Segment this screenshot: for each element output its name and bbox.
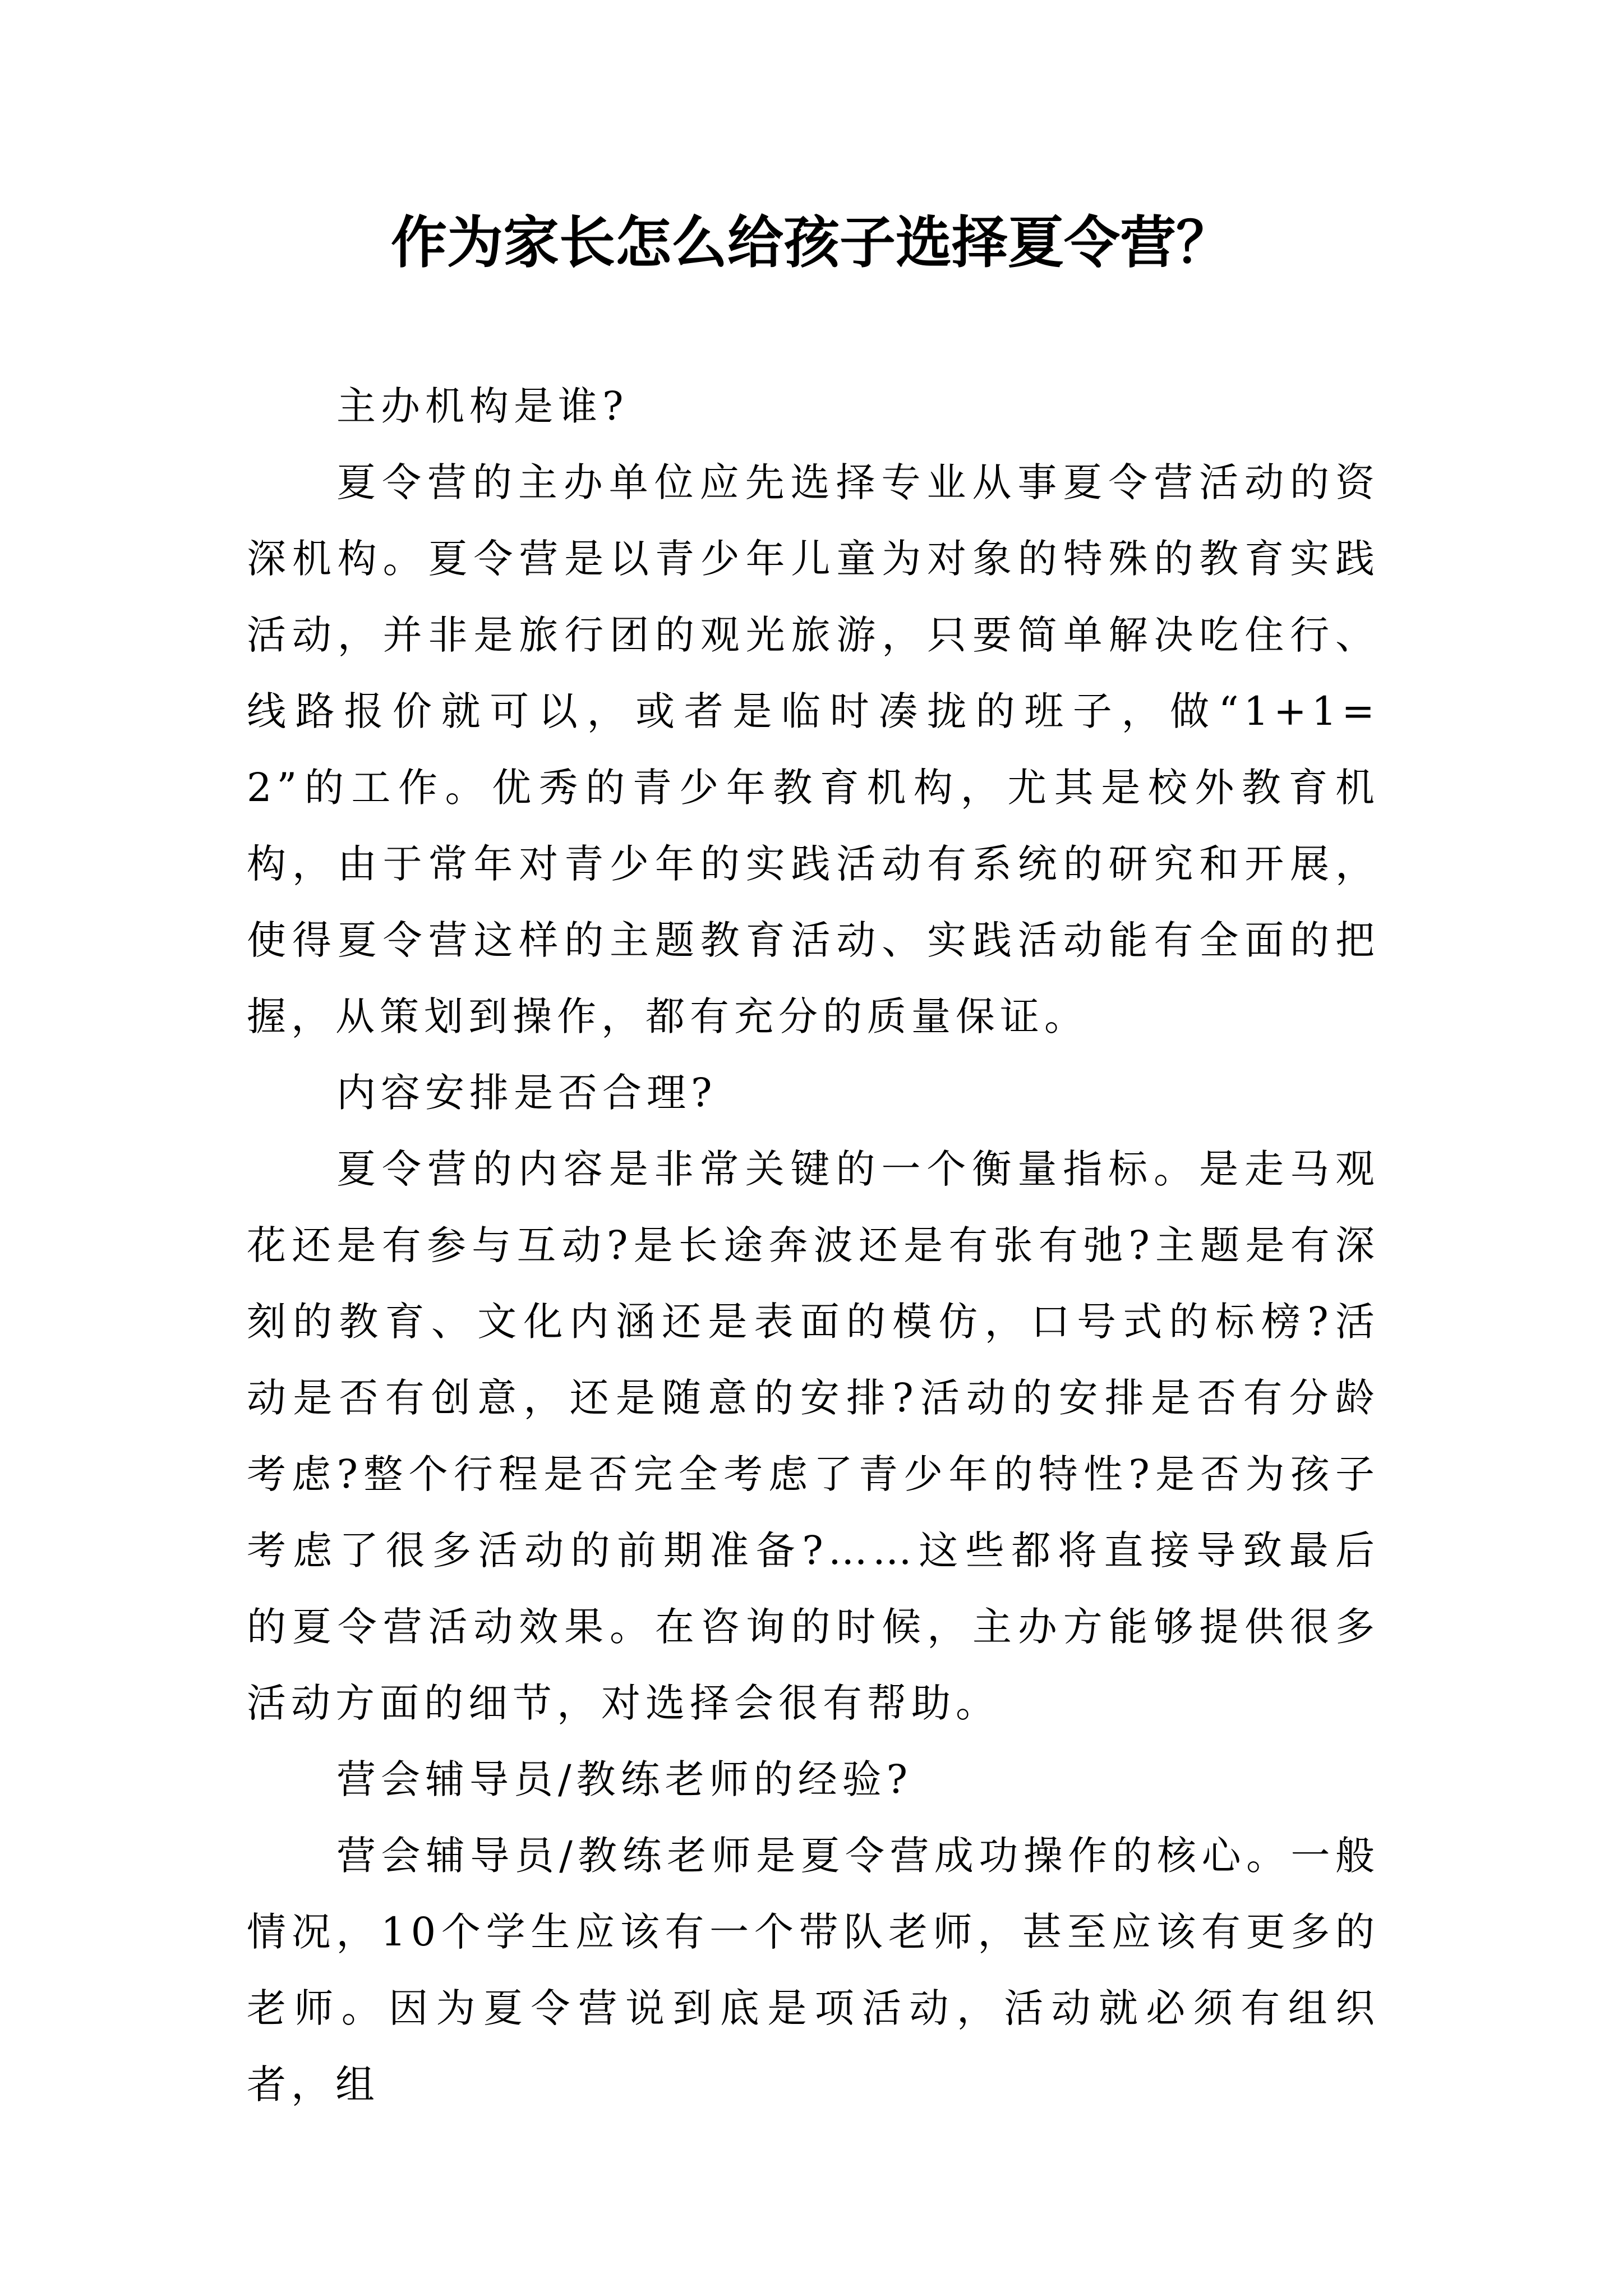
heading-content: 内容安排是否合理? (336, 1070, 717, 1116)
heading-counselor: 营会辅导员/教练老师的经验? (336, 1756, 913, 1802)
page-title: 作为家长怎么给孩子选择夏令营？ (391, 209, 1232, 275)
document-body (247, 368, 1380, 2123)
heading-organizer: 主办机构是谁? (336, 383, 629, 429)
paragraph-organizer: 夏令营的主办单位应先选择专业从事夏令营活动的资深机构。夏令营是以青少年儿童为对象的特殊的教育实践活动，并非是旅行团的观光旅游，只要简单解决吃住行、线路报价就可以，或者是临时凑拢的班子，做“1+1=2”的工作。优秀的青少年教育机构，尤其是校外教育机构，由于常年对青少年的实践活动有系统的研究和开展，使得夏令营这样的主题教育活动、实践活动能有全面的把握，从策划到操作，都有充分的质量保证。 (247, 459, 1380, 1039)
paragraph-content: 夏令营的内容是非常关键的一个衡量指标。是走马观花还是有参与互动?是长途奔波还是有张有弛?主题是有深刻的教育、文化内涵还是表面的模仿，口号式的标榜?活动是否有创意，还是随意的安排?活动的安排是否有分龄考虑?整个行程是否完全考虑了青少年的特性?是否为孩子考虑了很多活动的前期准备?……这些都将直接导致最后的夏令营活动效果。在咨询的时候，主办方能够提供很多活动方面的细节，对选择会很有帮助。 (247, 1146, 1380, 1726)
paragraph-counselor: 营会辅导员/教练老师是夏令营成功操作的核心。一般情况，10个学生应该有一个带队老师，甚至应该有更多的老师。因为夏令营说到底是项活动，活动就必须有组织者，组 (247, 1833, 1380, 2108)
